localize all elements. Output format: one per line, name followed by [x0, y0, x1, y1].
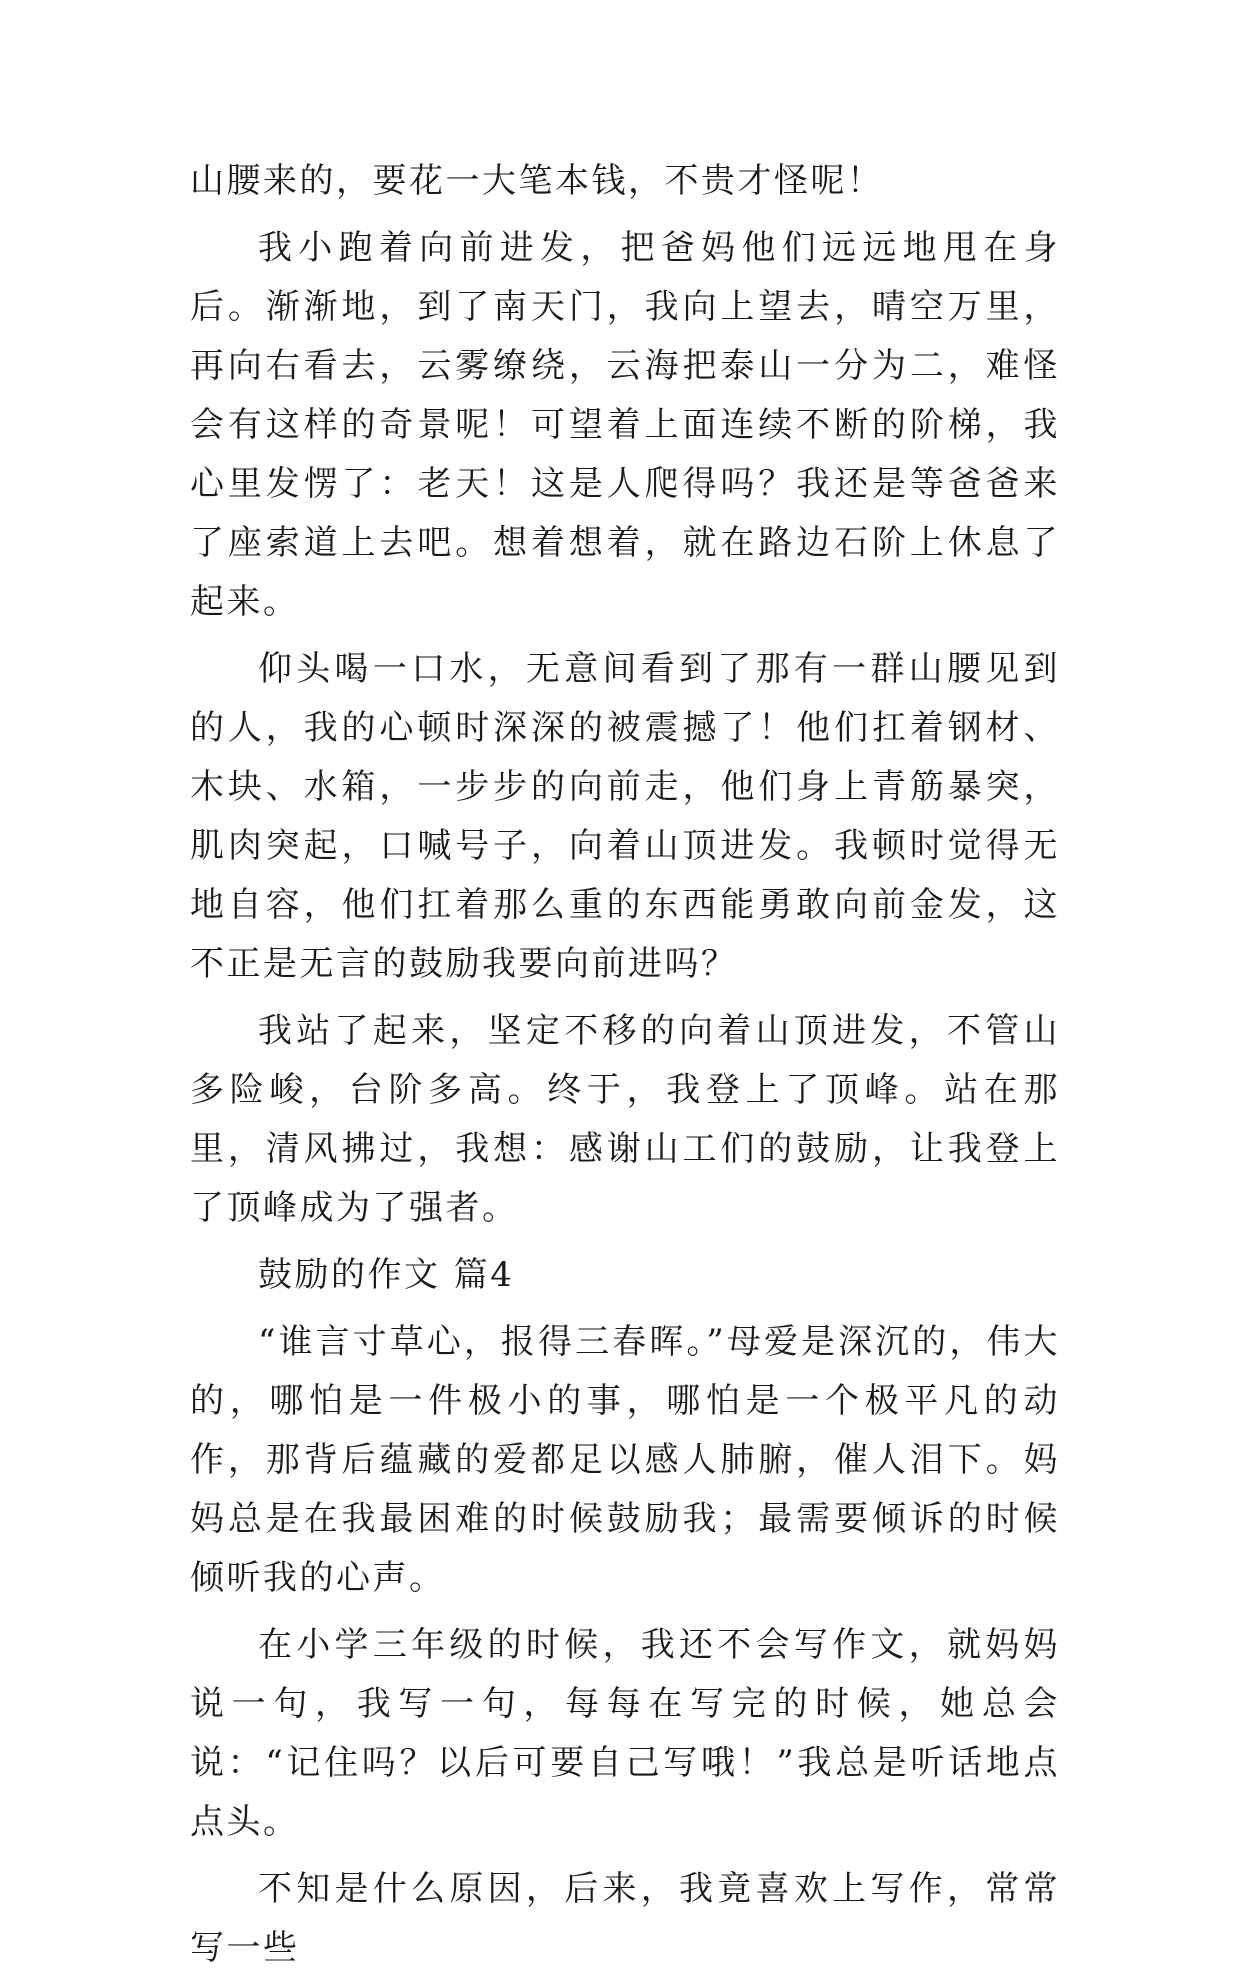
section-heading: 鼓励的作文 篇4	[258, 1255, 515, 1295]
paragraph-4: 我站了起来，坚定不移的向着山顶进发，不管山多险峻，台阶多高。终于，我登上了顶峰。站在那里，清风拂过，我想：感谢山工们的鼓励，让我登上了顶峰成为了强者。	[190, 1011, 1060, 1228]
paragraph-1: 山腰来的，要花一大笔本钱，不贵才怪呢！	[190, 161, 884, 201]
paragraph-3: 仰头喝一口水，无意间看到了那有一群山腰见到的人，我的心顿时深深的被震撼了！他们扛着钢材、木块、水箱，一步步的向前走，他们身上青筋暴突，肌肉突起，口喊号子，向着山顶进发。我顿时觉得无地自容，他们扛着那么重的东西能勇敢向前金发，这不正是无言的鼓励我要向前进吗？	[190, 649, 1060, 984]
paragraph-6: 在小学三年级的时候，我还不会写作文，就妈妈说一句，我写一句，每每在写完的时候，她总会说：“记住吗？以后可要自己写哦！”我总是听话地点点头。	[190, 1625, 1060, 1842]
paragraph-5: “谁言寸草心，报得三春晖。”母爱是深沉的，伟大的，哪怕是一件极小的事，哪怕是一个极平凡的动作，那背后蕴藏的爱都足以感人肺腑，催人泪下。妈妈总是在我最困难的时候鼓励我；最需要倾诉的时候倾听我的心声。	[190, 1322, 1060, 1598]
document-body	[190, 152, 1060, 1986]
paragraph-2: 我小跑着向前进发，把爸妈他们远远地甩在身后。渐渐地，到了南天门，我向上望去，晴空万里，再向右看去，云雾缭绕，云海把泰山一分为二，难怪会有这样的奇景呢！可望着上面连续不断的阶梯，我心里发愣了：老天！这是人爬得吗？我还是等爸爸来了座索道上去吧。想着想着，就在路边石阶上休息了起来。	[190, 228, 1060, 622]
paragraph-7: 不知是什么原因，后来，我竟喜欢上写作，常常写一些	[190, 1869, 1060, 1968]
